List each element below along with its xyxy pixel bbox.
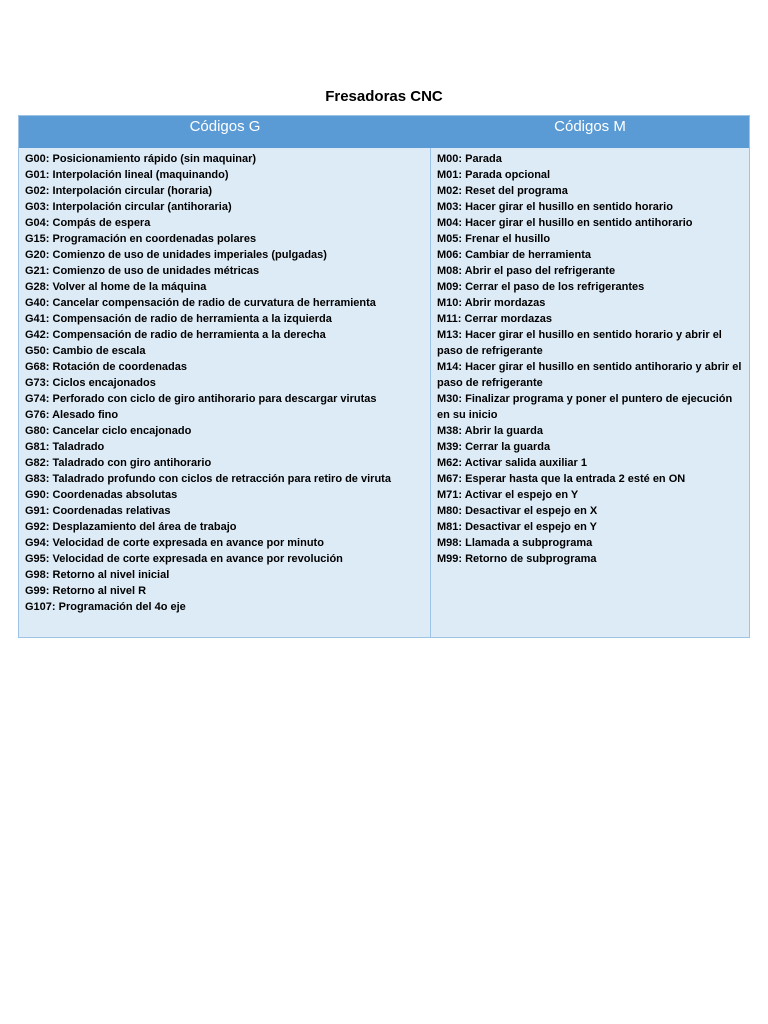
m-codes-list bbox=[437, 151, 747, 567]
g-code-item: G94: Velocidad de corte expresada en avance por minuto bbox=[25, 537, 324, 549]
m-code-item: M30: Finalizar programa y poner el puntero de ejecución en su inicio bbox=[437, 393, 733, 421]
m-code-item: M71: Activar el espejo en Y bbox=[437, 489, 579, 501]
m-code-item: M39: Cerrar la guarda bbox=[437, 441, 551, 453]
m-code-item: M00: Parada bbox=[437, 153, 502, 165]
page-title: Fresadoras CNC bbox=[325, 88, 443, 105]
m-code-item: M81: Desactivar el espejo en Y bbox=[437, 521, 597, 533]
g-code-item: G40: Cancelar compensación de radio de curvatura de herramienta bbox=[25, 297, 376, 309]
m-code-item: M02: Reset del programa bbox=[437, 185, 568, 197]
g-code-item: G80: Cancelar ciclo encajonado bbox=[25, 425, 192, 437]
m-code-item: M01: Parada opcional bbox=[437, 169, 551, 181]
m-code-item: M10: Abrir mordazas bbox=[437, 297, 546, 309]
g-code-item: G83: Taladrado profundo con ciclos de retracción para retiro de viruta bbox=[25, 473, 391, 485]
g-code-item: G03: Interpolación circular (antihoraria) bbox=[25, 201, 232, 213]
g-code-item: G00: Posicionamiento rápido (sin maquinar) bbox=[25, 153, 257, 165]
g-codes-list bbox=[25, 151, 427, 615]
m-code-item: M06: Cambiar de herramienta bbox=[437, 249, 592, 261]
m-code-item: M38: Abrir la guarda bbox=[437, 425, 543, 437]
g-code-item: G73: Ciclos encajonados bbox=[25, 377, 156, 389]
g-code-item: G91: Coordenadas relativas bbox=[25, 505, 171, 517]
m-code-item: M98: Llamada a subprograma bbox=[437, 537, 593, 549]
g-code-item: G81: Taladrado bbox=[25, 441, 105, 453]
column-divider bbox=[430, 148, 431, 638]
g-code-item: G04: Compás de espera bbox=[25, 217, 151, 229]
g-code-item: G82: Taladrado con giro antihorario bbox=[25, 457, 212, 469]
m-code-item: M08: Abrir el paso del refrigerante bbox=[437, 265, 616, 277]
g-code-item: G50: Cambio de escala bbox=[25, 345, 146, 357]
g-code-item: G92: Desplazamiento del área de trabajo bbox=[25, 521, 237, 533]
m-code-item: M80: Desactivar el espejo en X bbox=[437, 505, 598, 517]
header-g-codes: Códigos G bbox=[189, 118, 261, 135]
m-code-item: M13: Hacer girar el husillo en sentido horario y abrir el paso de refrigerante bbox=[437, 329, 722, 357]
m-code-item: M62: Activar salida auxiliar 1 bbox=[437, 457, 587, 469]
g-code-item: G68: Rotación de coordenadas bbox=[25, 361, 187, 373]
m-code-item: M05: Frenar el husillo bbox=[437, 233, 551, 245]
table-header-row bbox=[19, 116, 749, 148]
g-code-item: G76: Alesado fino bbox=[25, 409, 119, 421]
g-code-item: G41: Compensación de radio de herramienta a la izquierda bbox=[25, 313, 332, 325]
m-code-item: M67: Esperar hasta que la entrada 2 esté en ON bbox=[437, 473, 686, 485]
m-code-item: M99: Retorno de subprograma bbox=[437, 553, 597, 565]
g-code-item: G28: Volver al home de la máquina bbox=[25, 281, 207, 293]
g-code-item: G95: Velocidad de corte expresada en avance por revolución bbox=[25, 553, 343, 565]
g-code-item: G98: Retorno al nivel inicial bbox=[25, 569, 170, 581]
m-code-item: M09: Cerrar el paso de los refrigerantes bbox=[437, 281, 645, 293]
g-code-item: G21: Comienzo de uso de unidades métricas bbox=[25, 265, 260, 277]
m-code-item: M03: Hacer girar el husillo en sentido horario bbox=[437, 201, 673, 213]
g-code-item: G02: Interpolación circular (horaria) bbox=[25, 185, 213, 197]
g-code-item: G90: Coordenadas absolutas bbox=[25, 489, 178, 501]
g-code-item: G107: Programación del 4o eje bbox=[25, 601, 186, 613]
g-code-item: G42: Compensación de radio de herramienta a la derecha bbox=[25, 329, 326, 341]
cnc-codes-table bbox=[18, 115, 750, 638]
g-code-item: G01: Interpolación lineal (maquinando) bbox=[25, 169, 229, 181]
g-code-item: G74: Perforado con ciclo de giro antihorario para descargar virutas bbox=[25, 393, 377, 405]
m-code-item: M14: Hacer girar el husillo en sentido antihorario y abrir el paso de refrigerante bbox=[437, 361, 742, 389]
g-code-item: G20: Comienzo de uso de unidades imperiales (pulgadas) bbox=[25, 249, 327, 261]
m-code-item: M11: Cerrar mordazas bbox=[437, 313, 552, 325]
g-code-item: G15: Programación en coordenadas polares bbox=[25, 233, 257, 245]
m-code-item: M04: Hacer girar el husillo en sentido antihorario bbox=[437, 217, 693, 229]
g-code-item: G99: Retorno al nivel R bbox=[25, 585, 147, 597]
header-m-codes: Códigos M bbox=[554, 118, 626, 135]
